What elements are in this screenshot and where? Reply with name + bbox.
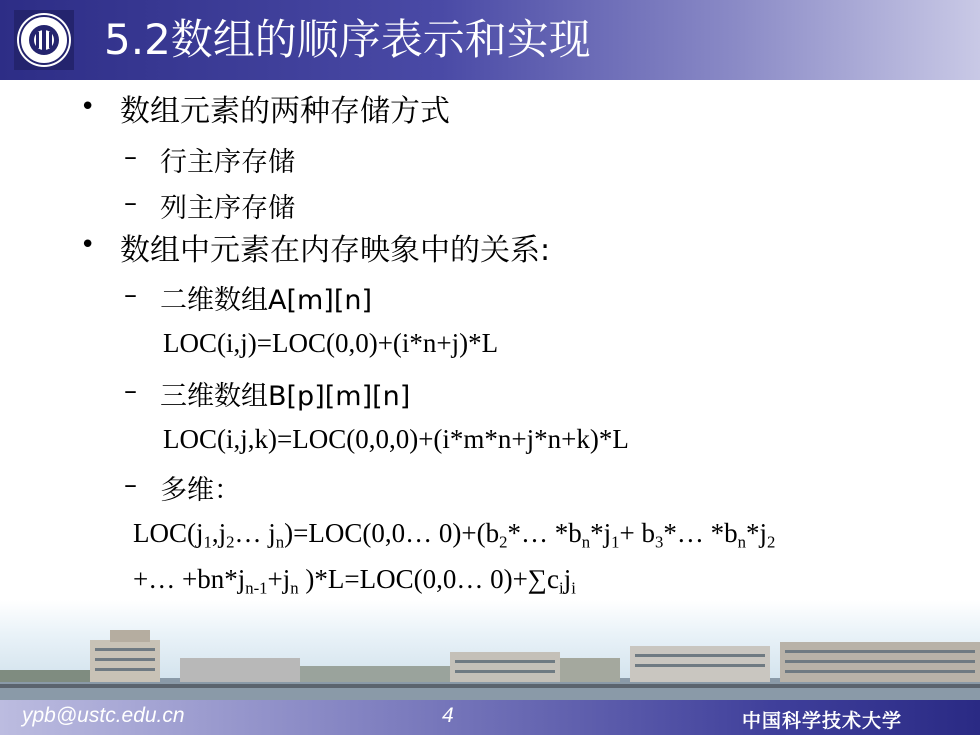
- page-number: 4: [442, 704, 454, 727]
- formula-nd-line2: +… $+bn*j_{n-1}+j_n$ )*L=LOC(0,0… $0)+\sum c_ij_i$: [133, 564, 576, 598]
- sub-multi-dim: 多维：: [160, 475, 241, 506]
- sub-3d-array: 三维数组B[p][m][n]: [160, 381, 411, 412]
- title-bar: [0, 0, 980, 80]
- sub-2d-array: 二维数组A[m][n]: [160, 285, 373, 316]
- dash-icon: –: [124, 470, 137, 500]
- dash-icon: –: [124, 188, 137, 218]
- formula-2d: LOC(i,j)=LOC(0,0)+(i*n+j)*L: [163, 328, 499, 358]
- university-logo-icon: [14, 10, 74, 70]
- bullet-icon: •: [80, 230, 96, 260]
- formula-3d: LOC(i,j,k)=LOC(0,0,0)+(i*m*n+j*n+k)*L: [163, 424, 629, 454]
- footer-bar: [0, 700, 980, 735]
- footer-university: 中国科学技术大学: [742, 710, 903, 732]
- slide-content: [0, 80, 980, 600]
- dash-icon: –: [124, 142, 137, 172]
- campus-buildings-icon: [0, 600, 980, 700]
- dash-icon: –: [124, 376, 137, 406]
- sub-row-major: 行主序存储: [160, 147, 295, 178]
- slide-title: 5.2数组的顺序表示和实现: [104, 15, 591, 64]
- dash-icon: –: [124, 280, 137, 310]
- bullet-memory-relation: 数组中元素在内存映象中的关系:: [120, 233, 551, 268]
- bullet-icon: •: [80, 92, 96, 122]
- bullet-storage-methods: 数组元素的两种存储方式: [120, 94, 450, 129]
- sub-column-major: 列主序存储: [160, 193, 295, 224]
- formula-nd-line1: $LOC(j_1,j_2\dots$ $j_n)=LOC(0,0\dots$ $0)+(b_2*\dots$ $*b_n*j_1+$ $b_3*\dots$ $*b_n*j_2$: [133, 518, 776, 552]
- campus-skyline-image: [0, 600, 980, 700]
- footer-email: ypb@ustc.edu.cn: [22, 704, 185, 727]
